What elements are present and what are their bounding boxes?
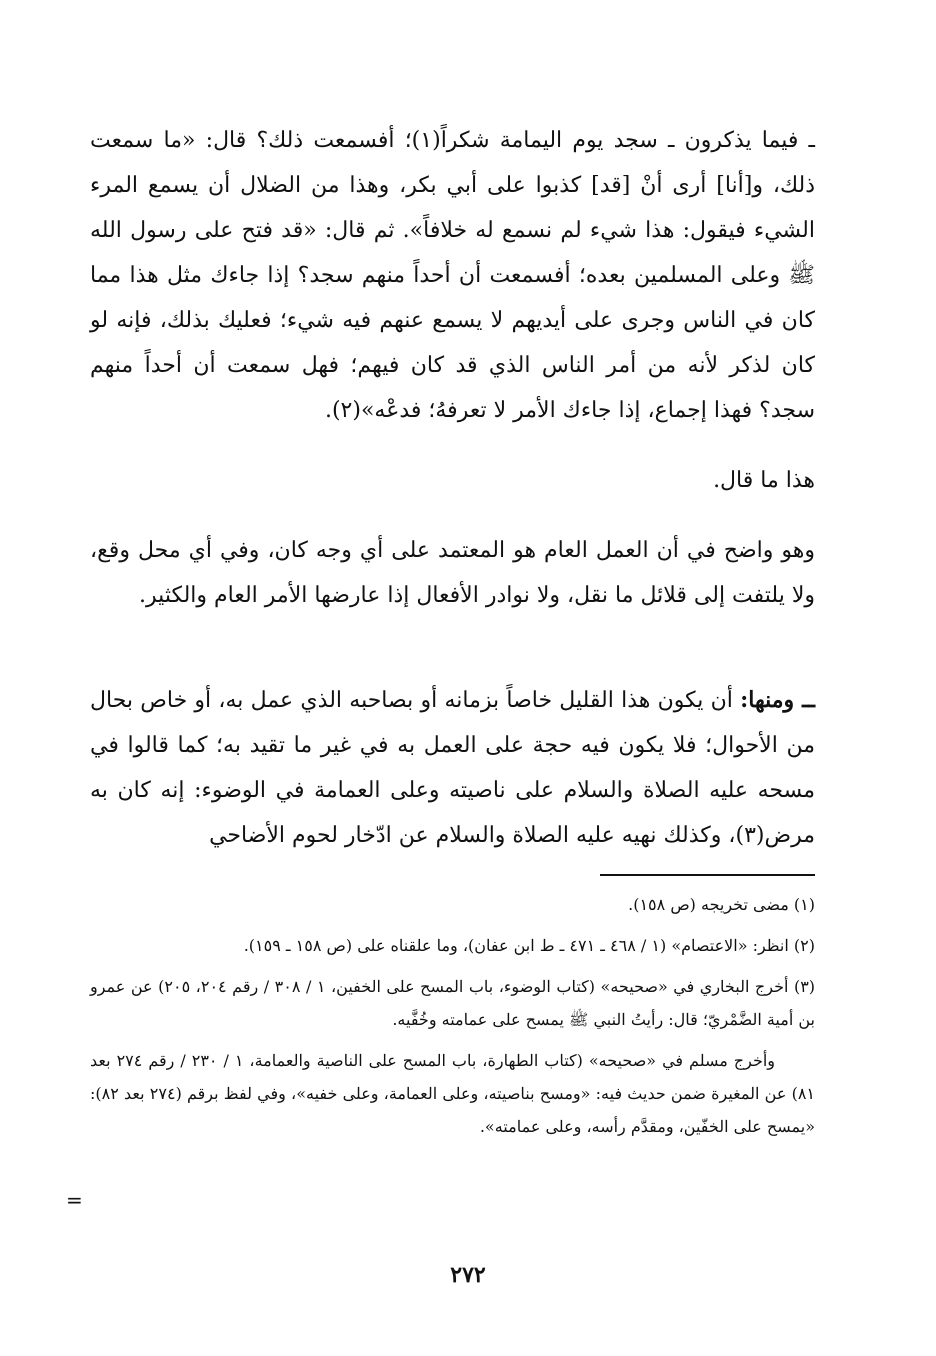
paragraph-4-text: أن يكون هذا القليل خاصاً بزمانه أو بصاحبه الذي عمل به، أو خاص بحال من الأحوال؛ فلا يكون فيه حجة على العمل به في غير ما تقيد به؛ كما قالوا في مسحه عليه الصلاة والسلام على ناصيته وعلى العمامة في الوضوء: إنه كان به مرض(٣)، وكذلك نهيه عليه الصلاة والسلام عن ادّخار لحوم الأضاحي [90,688,815,848]
paragraph-3: وهو واضح في أن العمل العام هو المعتمد على أي وجه كان، وفي أي محل وقع، ولا يلتفت إلى قلائل ما نقل، ولا نوادر الأفعال إذا عارضها الأمر العام والكثير. [90,538,815,608]
footnote-2: (٢) انظر: «الاعتصام» (١ / ٤٦٨ ـ ٤٧١ ـ ط ابن عفان)، وما علقناه على (ص ١٥٨ ـ ١٥٩). [243,936,815,955]
footnote-3: (٣) أخرج البخاري في «صحيحه» (كتاب الوضوء، باب المسح على الخفين، ١ / ٣٠٨ / رقم ٢٠٤، ٢٠٥) عن عمرو بن أمية الضَّمْريّ؛ قال: رأيتُ النبي ﷺ يمسح على عمامته وخُفَّيه. [90,977,816,1029]
footnotes [90,888,815,1151]
page-number: ٢٧٢ [450,1262,486,1288]
paragraph-2: هذا ما قال. [713,468,815,493]
paragraph-4-lead: ــ ومنها: [740,687,815,713]
footnote-3-continued: وأخرج مسلم في «صحيحه» (كتاب الطهارة، باب المسح على الناصية والعمامة، ١ / ٢٣٠ / رقم ٢٧٤ بعد ٨١) عن المغيرة ضمن حديث فيه: «ومسح بناصيته، وعلى العمامة، وعلى خفيه»، وفي لفظ برقم (٢٧٤ بعد ٨٢): «يمسح على الخفّين، ومقدَّم رأسه، وعلى عمامته». [90,1051,815,1136]
footnote-1: (١) مضى تخريجه (ص ١٥٨). [628,895,815,914]
paragraph-1: ـ فيما يذكرون ـ سجد يوم اليمامة شكراً(١)؛ أفسمعت ذلك؟ قال: «ما سمعت ذلك، و[أنا] أرى أنْ [قد] كذبوا على أبي بكر، وهذا من الضلال أن يسمع المرء الشيء فيقول: هذا شيء لم نسمع له خلافاً». ثم قال: «قد فتح على رسول الله ﷺ وعلى المسلمين بعده؛ أفسمعت أن أحداً منهم سجد؟ إذا جاءك مثل هذا مما كان في الناس وجرى على أيديهم لا يسمع عنهم فيه شيء؛ فعليك بذلك، فإنه لو كان لذكر لأنه من أمر الناس الذي قد كان فيهم؛ فهل سمعت أن أحداً منهم سجد؟ فهذا إجماع، إذا جاءك الأمر لا تعرفهُ؛ فدعْه»(٢). [90,128,815,423]
continuation-mark: = [66,1188,83,1212]
footnote-separator [600,874,815,876]
paragraph-4 [90,678,815,858]
